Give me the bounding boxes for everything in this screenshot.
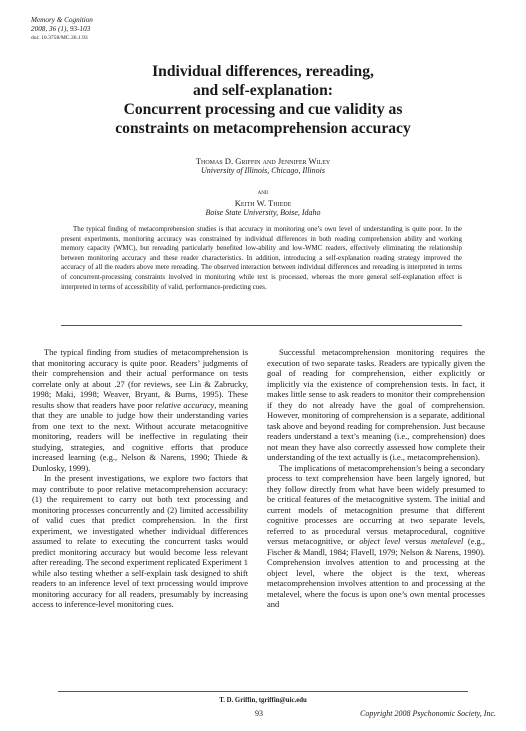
author-block-2: [40, 198, 486, 218]
emphasis-term: metalevel: [431, 536, 464, 546]
title-line-2: and self-explanation:: [193, 82, 333, 99]
title-line-3: Concurrent processing and cue validity as: [123, 101, 403, 118]
body-paragraph: In the present investigations, we explore two factors that may contribute to poor relative metacomprehension accuracy: (1) the requirement to carry out both text processing and monitoring processes concurrently and (2) limited accessibility of valid cues that predict comprehension. In the first experiment, we investigated whether individual differences assumed to relate to executing the concurrent tasks would predict monitoring accuracy but would become less relevant after rereading. The second experiment replicated Experiment 1 while also testing whether a self-explain task designed to shift readers to an inference level of text processing would improve monitoring accuracy for all readers, presumably by increasing access to inference-level monitoring cues.: [32, 473, 248, 609]
body-column-right: [267, 347, 485, 610]
journal-name: Memory & Cognition: [31, 16, 93, 24]
title-line-4: constraints on metacomprehension accuracy: [115, 120, 411, 137]
abstract-divider: [61, 325, 462, 326]
journal-header: [31, 16, 93, 43]
paper-title: [40, 62, 486, 138]
title-line-1: Individual differences, rereading,: [152, 63, 374, 80]
emphasis-term: object level: [359, 536, 401, 546]
copyright-notice: Copyright 2008 Psychonomic Society, Inc.: [360, 709, 496, 718]
page-number: 93: [255, 709, 263, 718]
body-paragraph: Successful metacomprehension monitoring requires the execution of two separate tasks. Readers are typically given the goal of reading for comprehension, either explicitly or implicitly via the existence of comprehension tests. In fact, it makes little sense to ask readers to monitor their comprehension if they do not already have the goal of comprehension. However, monitoring of comprehension is a separate, additional task above and beyond reading for comprehension. Just because readers understand a text’s meaning (i.e., comprehension) does not mean they have also correctly assessed how complete their understanding of the text actually is (i.e., metacomprehension).: [267, 347, 485, 462]
author-affiliation-2: Boise State University, Boise, Idaho: [205, 208, 321, 217]
emphasis-term: relative accuracy: [155, 399, 215, 410]
author-conjunction: and: [257, 187, 269, 196]
journal-volume: 2008, 36 (1), 93-103: [31, 25, 91, 33]
corresponding-author-footnote: T. D. Griffin, tgriffin@uic.edu: [219, 697, 307, 704]
abstract: The typical finding of metacomprehension studies is that accuracy in monitoring one’s own level of understanding is quite poor. In the present experiments, monitoring accuracy was constrained by individual differences in both reading comprehension ability and working memory capacity (WMC), but rereading particularly benefited low-ability and low-WMC readers, effectively eliminating the relationship between monitoring accuracy and these reader characteristics. In addition, introducing a self-explanation reading strategy improved the accuracy of all the readers above mere rereading. The observed interaction between individual differences and rereading is interpreted in terms of concurrent-processing constraints involved in monitoring while text is processed, whereas the more general self-explanation effect is interpreted in terms of accessibility of valid, performance-predicting cues.: [61, 225, 462, 291]
journal-doi: doi: 10.3758/MC.36.1.93: [31, 35, 88, 41]
author-names-1: Thomas D. Griffin and Jennifer Wiley: [195, 156, 331, 166]
author-block-1: [40, 156, 486, 176]
author-affiliation-1: University of Illinois, Chicago, Illinois: [201, 166, 325, 175]
footnote-divider: [58, 691, 468, 692]
body-paragraph: The implications of metacomprehension’s being a secondary process to text comprehension have been largely ignored, but they follow directly from what have been widely presumed to be critical features of the metacognitive system. The initial and current models of metacognition presume that different cognitive processes are occurring at two separate levels, referred to as procedural versus metaprocedural, cognitive versus metacognitive, or object level versus metalevel (e.g., Fischer & Mandl, 1984; Flavell, 1979; Nelson & Narens, 1990). Comprehension involves attention to and processing at the object level, where the object is the text, whereas metacomprehension involves attention to and processing at the metalevel, where the focus is upon one’s own mental processes and: [267, 462, 485, 609]
author-names-2: Keith W. Thiede: [234, 198, 292, 208]
body-column-left: [32, 347, 248, 610]
body-paragraph: The typical finding from studies of metacomprehension is that monitoring accuracy is quite poor. Readers’ judgments of their comprehension and their actual performance on tests correlate only at about .27 (for reviews, see Lin & Zabrucky, 1998; Maki, 1998; Weaver, Bryant, & Burns, 1995). These results show that readers have poor relative accuracy, meaning that they are unable to judge how their understanding varies from one text to the next. Without accurate metacognitive monitoring, readers will be ineffective in regulating their studying, strategies, and cognitive efforts that produce increased learning (e.g., Nelson & Narens, 1990; Thiede & Dunlosky, 1999).: [32, 347, 248, 473]
